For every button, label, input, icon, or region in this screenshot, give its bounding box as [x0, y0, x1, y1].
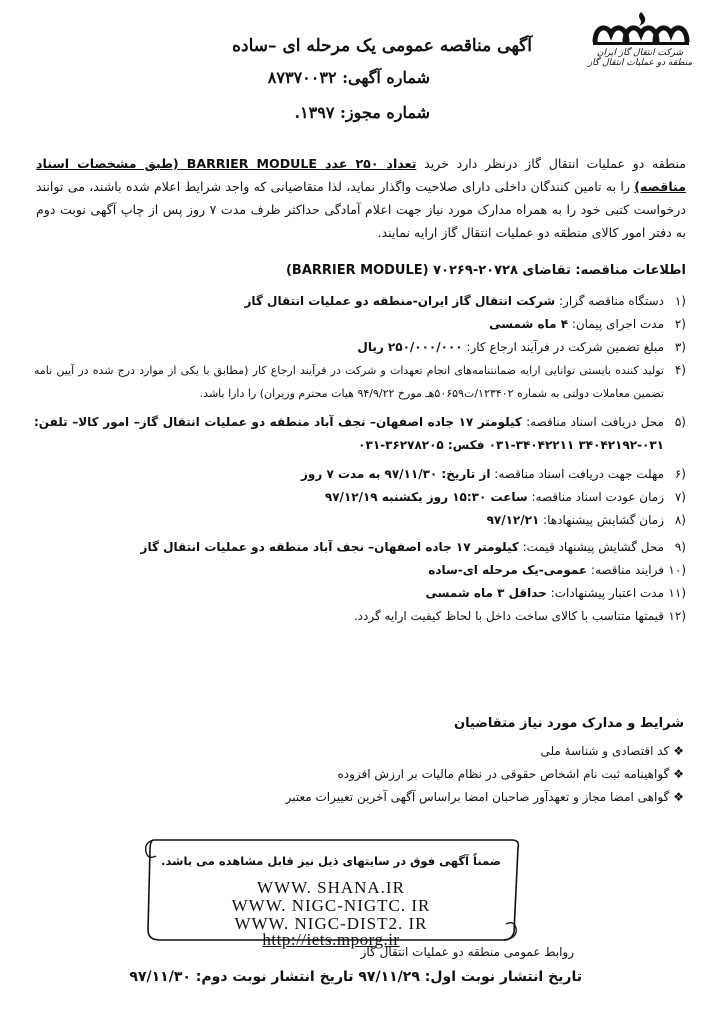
- list-item: [34, 463, 686, 486]
- publish-dates: تاریخ انتشار نوبت اول: ۹۷/۱۱/۲۹ تاریخ انتشار نوبت دوم: ۹۷/۱۱/۳۰: [129, 969, 582, 985]
- list-item: [34, 536, 686, 559]
- item-value: ۹۷/۱۲/۲۱: [486, 513, 540, 527]
- list-item: [34, 582, 686, 605]
- website-iets-link[interactable]: http://iets.mporg.ir: [262, 930, 400, 949]
- list-item: [34, 509, 686, 532]
- item-value: ۲۵۰/۰۰۰/۰۰۰ ریال: [357, 340, 463, 354]
- item-value: کیلومتر ۱۷ جاده اصفهان– نجف آباد منطقه دو عملیات انتقال گاز– امور کالا– تلفن: ۰۳۱-۳۴۰۴۲۱۹۲ ۳۴۰۴۲۲۱۱-۰۳۱ فکس: ۳۶۲۷۸۲۰۵-۰۳۱: [34, 415, 664, 452]
- website-shana[interactable]: WWW. SHANA.IR: [257, 878, 405, 897]
- intro-text-end: را به تامین کنندگان داخلی دارای صلاحیت واگذار نماید، لذا متقاضیانی که واجد شرایط اعلام شده باشند، می توانند درخواست کتبی خود را به همراه مدارک مورد نیاز جهت اعلام آمادگی حداکثر ظرف مدت ۷ روز پس از چاپ آگهی نوبت دوم به دفتر امور کالای منطقه دو عملیات انتقال گاز ارایه نمایند.: [36, 179, 686, 240]
- signature: روابط عمومی منطقه دو عملیات انتقال گاز: [360, 945, 574, 959]
- item-number: ۱۰): [668, 563, 686, 577]
- item-value: از تاریخ: ۹۷/۱۱/۳۰ به مدت ۷ روز: [300, 467, 491, 481]
- list-item: [34, 313, 686, 336]
- item-label: محل گشایش پیشنهاد قیمت:: [518, 540, 664, 554]
- permit-number: شماره مجوز: ۱۳۹۷.: [294, 103, 430, 122]
- diamond-bullet-icon: ❖: [673, 767, 684, 781]
- item-value: شرکت انتقال گاز ایران-منطقه دو عملیات انتقال گاز: [244, 294, 556, 308]
- item-number: ۱۱): [668, 586, 686, 600]
- list-item: [34, 359, 686, 405]
- company-logo: [580, 8, 700, 78]
- tender-info-list: [34, 290, 686, 628]
- intro-paragraph: [36, 152, 686, 244]
- item-value: ساعت ۱۵:۳۰ روز یکشنبه ۹۷/۱۲/۱۹: [324, 490, 528, 504]
- notice-number: شماره آگهی: ۸۷۳۷۰۰۳۲: [267, 68, 430, 87]
- item-value: عمومی-یک مرحله ای-ساده: [428, 563, 588, 577]
- item-number: ۹): [674, 540, 686, 554]
- item-label: تولید کننده بایستی توانایی ارایه ضمانتنامه‌های انجام تعهدات و شرکت در فرآیند ارجاع کار (مطابق با یکی از موارد درج شده در آیین نامه تضمین معاملات دولتی به شماره ۱۲۳۴۰۲/ت۵۰۶۵۹هـ مورخ ۹۴/۹/۲۲ هیات محترم وزیران) را دارا باشد.: [34, 364, 664, 400]
- list-item: [34, 559, 686, 582]
- item-label: مهلت جهت دریافت اسناد مناقصه:: [490, 467, 664, 481]
- list-item: [34, 290, 686, 313]
- diamond-bullet-icon: ❖: [673, 790, 684, 804]
- websites-note: ضمناً آگهی فوق در سایتهای ذیل نیز قابل مشاهده می باشد.: [161, 854, 501, 868]
- intro-item-quantity: تعداد ۲۵۰ عدد BARRIER MODULE (طبق مشخصات اسناد مناقصه): [36, 156, 686, 194]
- item-label: مبلغ تضمین شرکت در فرآیند ارجاع کار:: [462, 340, 664, 354]
- item-number: ۸): [674, 513, 686, 527]
- list-item: [44, 763, 684, 786]
- website-nigc-nigtc[interactable]: WWW. NIGC-NIGTC. IR: [231, 896, 431, 915]
- item-number: ۶): [674, 467, 686, 481]
- list-item: [34, 605, 686, 628]
- website-nigc-dist2[interactable]: WWW. NIGC-DIST2. IR: [234, 914, 428, 933]
- intro-text-start: منطقه دو عملیات انتقال گاز درنظر دارد خرید: [416, 156, 687, 171]
- item-number: ۷): [674, 490, 686, 504]
- item-label: دستگاه مناقصه گزار:: [555, 294, 664, 308]
- item-label: قیمتها متناسب با کالای ساخت داخل با لحاظ کیفیت ارایه گردد.: [353, 609, 664, 623]
- item-label: زمان گشایش پیشنهادها:: [539, 513, 664, 527]
- tender-info-heading: اطلاعات مناقصه: تقاضای ۲۰۷۲۸-۷۰۲۶۹ (BARRIER MODULE): [285, 263, 686, 278]
- requirement-text: کد اقتصادی و شناسهٔ ملی: [540, 744, 670, 758]
- item-number: ۱): [674, 294, 686, 308]
- item-number: ۳): [674, 340, 686, 354]
- list-item: [44, 740, 684, 763]
- websites-scroll-frame: [140, 832, 522, 949]
- flame-logo-icon: [585, 8, 695, 48]
- item-number: ۴): [674, 363, 686, 377]
- logo-company-name: شرکت انتقال گاز ایران: [596, 48, 684, 58]
- list-item: [34, 486, 686, 509]
- item-number: ۵): [674, 415, 686, 429]
- item-value: حداقل ۳ ماه شمسی: [425, 586, 547, 600]
- item-label: مدت اعتبار پیشنهادات:: [546, 586, 664, 600]
- item-number: ۱۲): [668, 609, 686, 623]
- item-label: محل دریافت اسناد مناقصه:: [521, 415, 664, 429]
- item-number: ۲): [674, 317, 686, 331]
- requirements-list: [44, 740, 684, 809]
- logo-region-name: منطقه دو عملیات انتقال گاز: [587, 58, 693, 68]
- item-value: کیلومتر ۱۷ جاده اصفهان– نجف آباد منطقه دو عملیات انتقال گاز: [140, 540, 519, 554]
- item-label: مدت اجرای پیمان:: [568, 317, 664, 331]
- list-item: [34, 336, 686, 359]
- list-item: [44, 786, 684, 809]
- item-label: فرایند مناقصه:: [587, 563, 664, 577]
- list-item: [34, 411, 686, 457]
- item-label: زمان عودت اسناد مناقصه:: [527, 490, 664, 504]
- requirements-heading: شرایط و مدارک مورد نیاز متقاضیان: [454, 716, 684, 731]
- item-value: ۴ ماه شمسی: [489, 317, 569, 331]
- diamond-bullet-icon: ❖: [673, 744, 684, 758]
- notice-title: آگهی مناقصه عمومی یک مرحله ای –ساده: [232, 36, 532, 56]
- requirement-text: گواهی امضا مجاز و تعهدآور صاحبان امضا براساس آگهی آخرین تغییرات معتبر: [285, 790, 670, 804]
- requirement-text: گواهینامه ثبت نام اشخاص حقوقی در نظام مالیات بر ارزش افزوده: [337, 767, 670, 781]
